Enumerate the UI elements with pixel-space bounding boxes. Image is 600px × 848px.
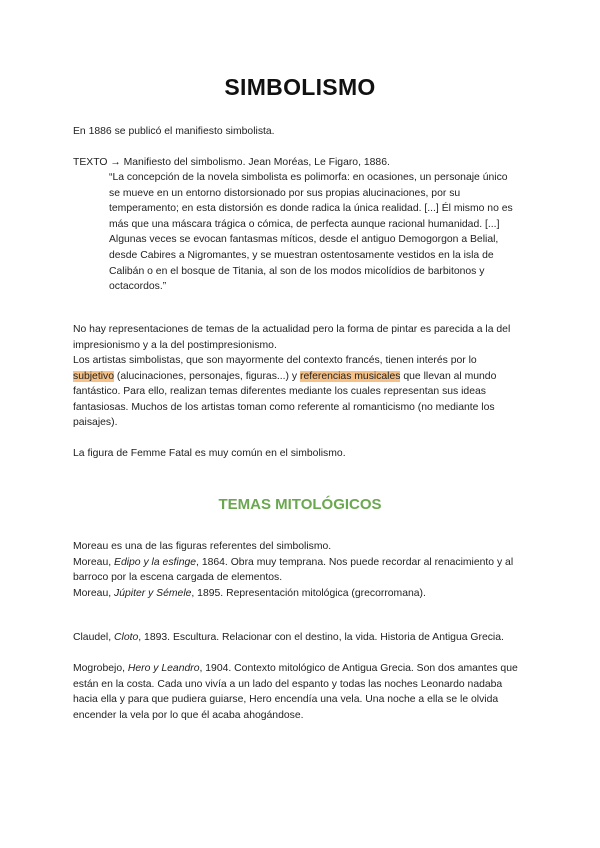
quote-line: “La concepción de la novela simbolista es polimorfa: en ocasiones, un personaje único [109,172,508,183]
text-run: Moreau, [73,587,115,599]
quote-line: se mueve en un entorno distorsionado por sus propias alucinaciones, por su [109,187,461,199]
quote-line: Algunas veces se evocan fantasmas míticos, desde el antiguo Demogorgon a Belial, [109,234,499,246]
paragraph-line [73,369,533,385]
highlight-referencias-musicales: referencias musicales [299,370,401,382]
moreau-paragraph [73,539,533,601]
artwork-title: Edipo y la esfinge [114,556,197,568]
paragraph-line: fantástico. Para ello, realizan temas diferentes mediante los cuales representan sus ideas [73,386,486,398]
text-run: que llevan al mundo [400,370,497,382]
paragraph-line: están en la costa. Cada uno vivía a un lado del espanto y todas las noches Leonardo nadaba [73,678,503,690]
paragraph-line: fantasiosas. Muchos de los artistas toman como referente al romanticismo (no mediante los [73,401,495,413]
quote-line: más que una máscara trágica o cómica, de perfecta aunque racional humanidad. [...] [109,218,500,230]
page-title: SIMBOLISMO [224,74,376,100]
claudel-paragraph [73,630,533,646]
quote-line: octacordos.” [109,281,167,293]
paragraph-line: Moreau es una de las figuras referentes del simbolismo. [73,541,332,552]
paragraph-line [73,555,533,571]
quote-line: desde Cabires a Nigromantes, y se muestran ostentosamente vestidos en la isla de [109,249,494,261]
mogrobejo-paragraph [73,661,533,723]
paragraph-line [73,586,533,602]
text-run: , 1904. Contexto mitológico de Antigua Grecia. Son dos amantes que [199,663,518,674]
femme-fatale-paragraph: La figura de Femme Fatal es muy común en el simbolismo. [73,448,346,459]
text-run: , 1895. Representación mitológica (grecorromana). [191,587,426,599]
artwork-title: Júpiter y Sémele [114,587,192,599]
quote-line: temperamento; en esta distorsión es donde radica la única realidad. [...] Él mismo no es [109,203,513,215]
text-run: , 1864. Obra muy temprana. Nos puede recordar al renacimiento y al [196,556,514,568]
paragraph-line: barroco por la escena cargada de elementos. [73,572,283,584]
paragraph-line: No hay representaciones de temas de la actualidad pero la forma de pintar es parecida a la del [73,324,511,335]
body-paragraph-2 [73,353,533,431]
artwork-title: Hero y Leandro [127,663,200,674]
text-run: Claudel, [73,632,115,643]
paragraph-line: Los artistas simbolistas, que son mayormente del contexto francés, tienen interés por lo [73,355,477,366]
body-paragraph-1 [73,322,533,353]
quote-line: Calibán o en el bosque de Titania, al son de los modos micolídios de barbitonos y [109,265,485,277]
section-title-temas-mitologicos: TEMAS MITOLÓGICOS [218,496,382,513]
manifesto-quote [109,170,529,295]
text-run: Mogrobejo, [73,663,128,674]
highlight-subjetivo: subjetivo [73,370,115,382]
text-run: , 1893. Escultura. Relacionar con el destino, la vida. Historia de Antigua Grecia. [138,632,504,643]
paragraph-line: encender la vela por lo que él acaba ahogándose. [73,709,304,721]
intro-paragraph: En 1886 se publicó el manifiesto simbolista. [73,126,275,137]
text-run: (alucinaciones, personajes, figuras...) y [114,370,300,382]
paragraph-line: paisajes). [73,417,118,429]
paragraph-line: impresionismo y a la del postimpresionismo. [73,339,277,351]
artwork-title: Cloto [114,632,139,643]
paragraph-line: hacia ella y para que pudiera guiarse, Hero encendía una vela. Una noche a ella se le olvida [73,694,499,706]
text-run: Moreau, [73,556,115,568]
paragraph-line [73,661,533,677]
texto-heading: TEXTO → Manifiesto del simbolismo. Jean Moréas, Le Figaro, 1886. [73,157,390,168]
